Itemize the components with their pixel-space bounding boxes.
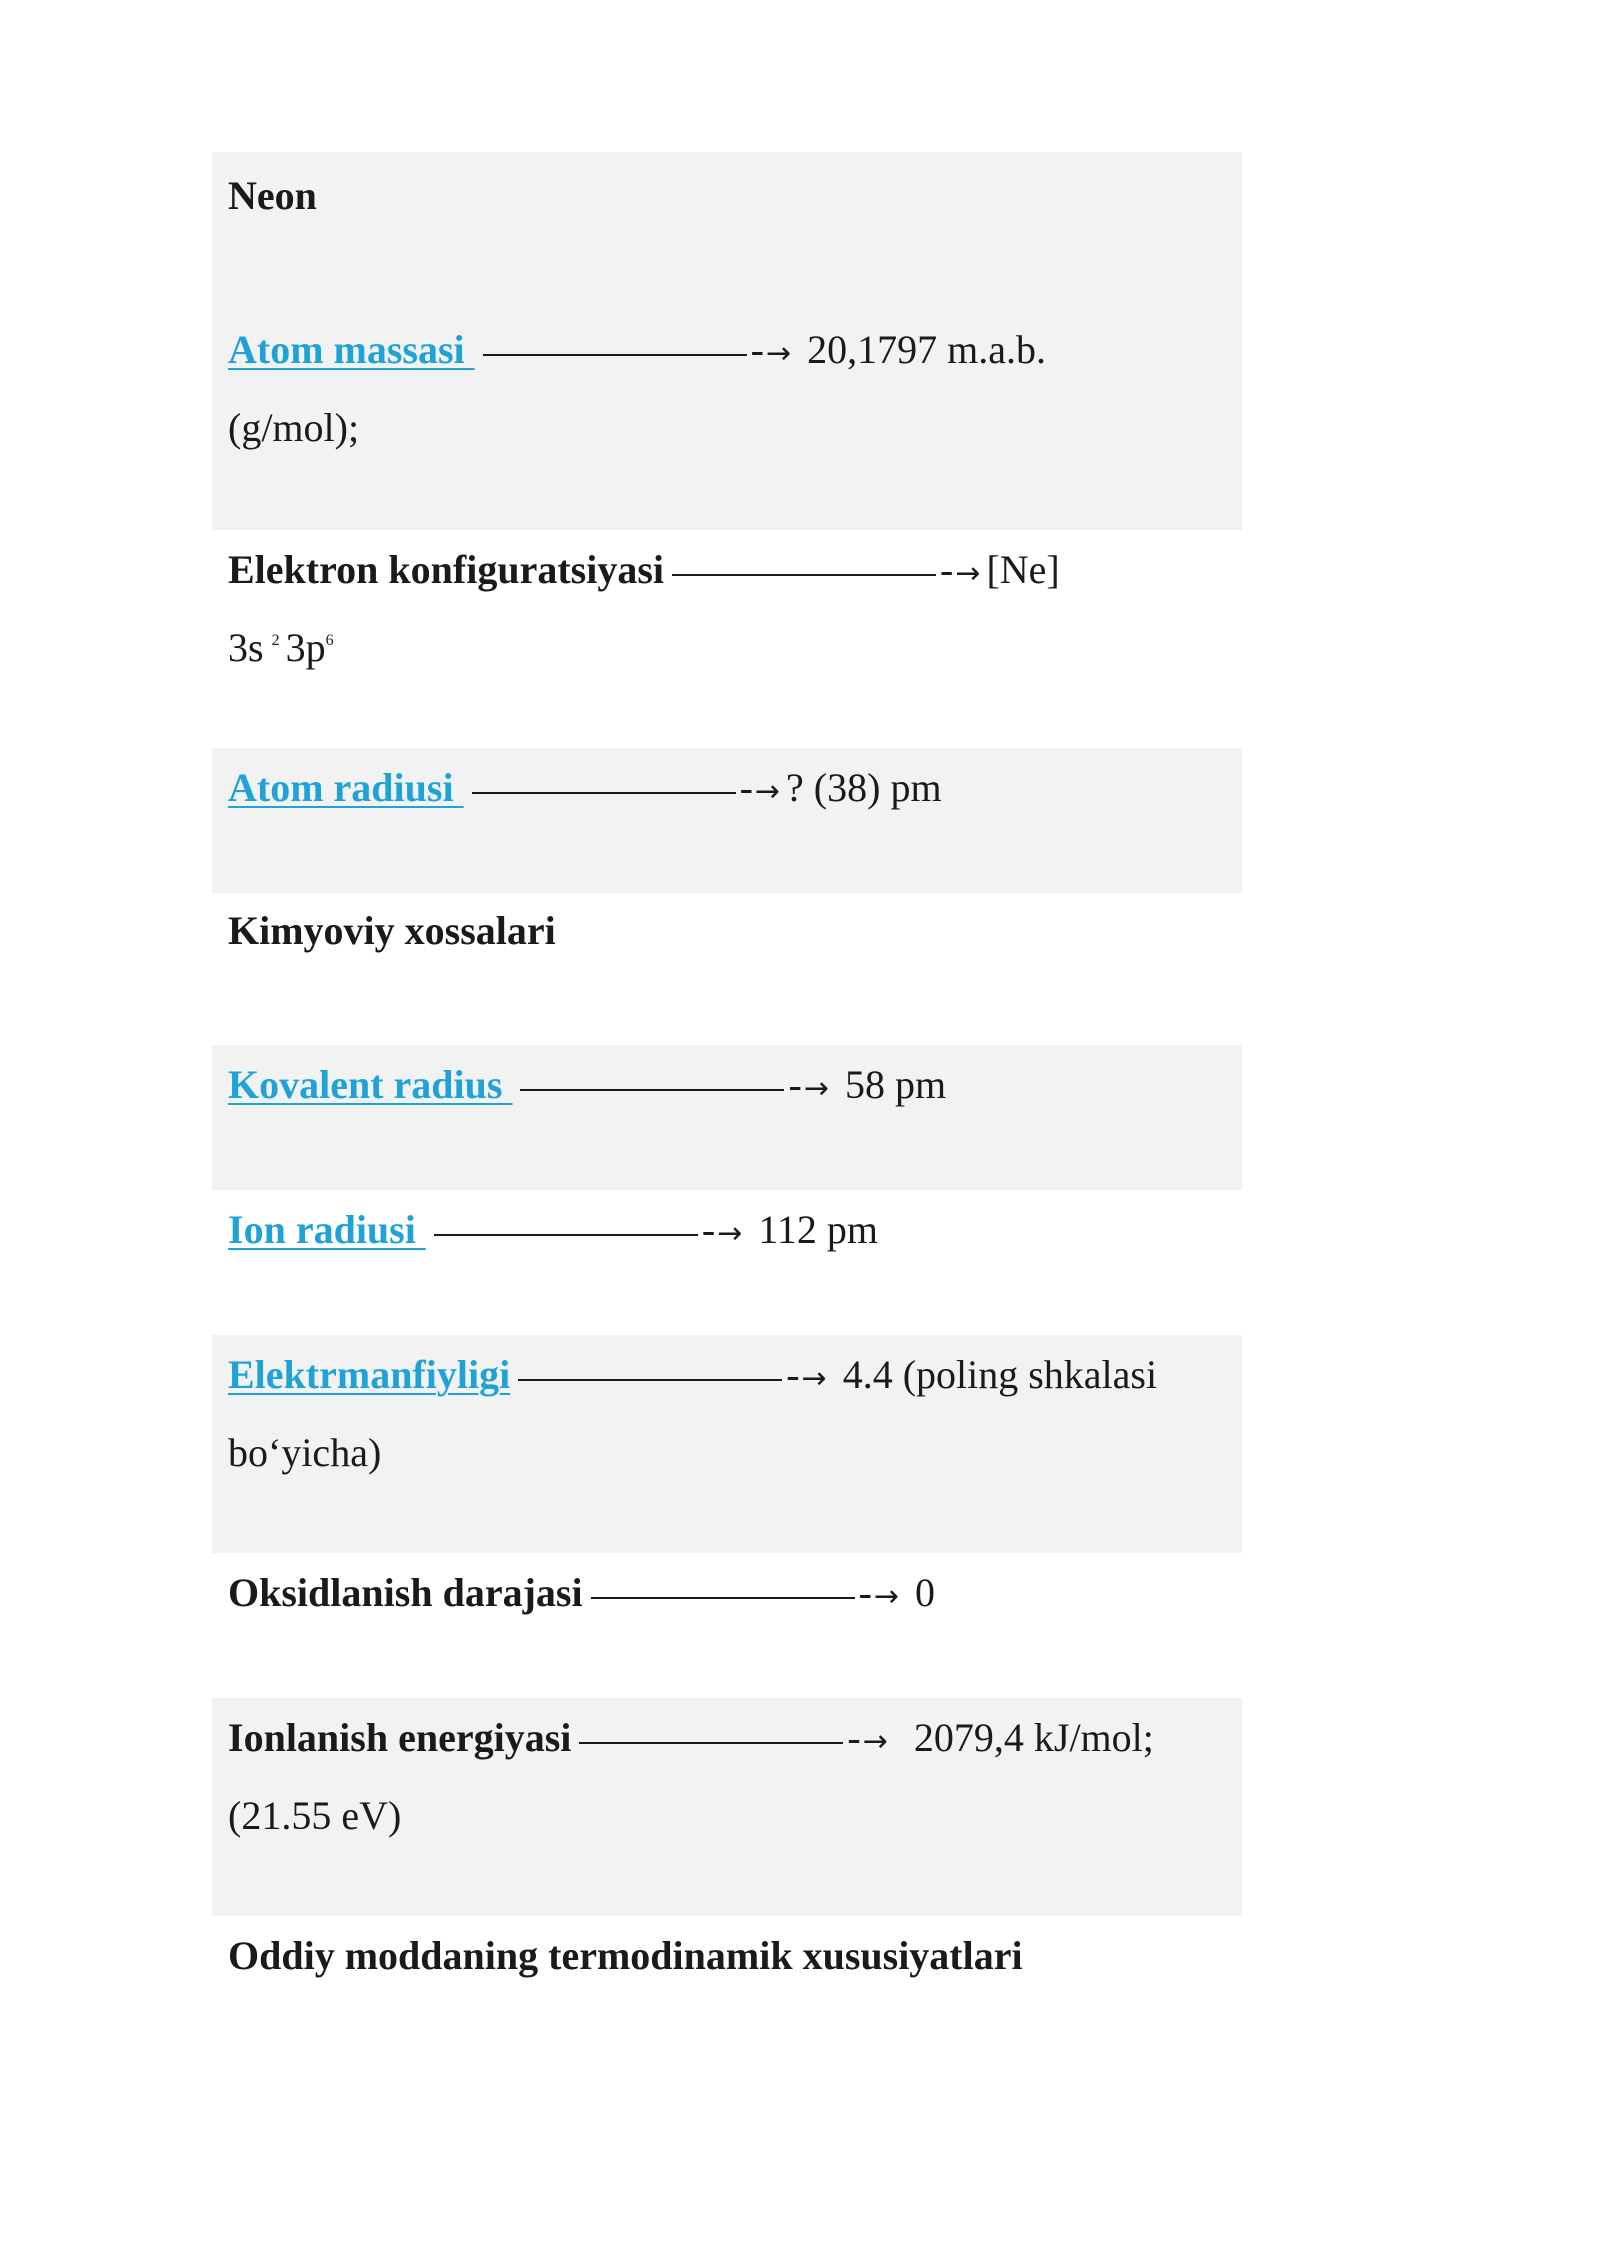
- arrow-icon: →: [873, 1579, 900, 1614]
- oxidation-state-label: Oksidlanish darajasi: [228, 1570, 583, 1615]
- leader-hyphen: -: [788, 1062, 802, 1107]
- covalent-radius-value: 58 pm: [834, 1062, 947, 1107]
- leader-hyphen: -: [858, 1570, 872, 1615]
- electron-config-label: Elektron konfiguratsiyasi: [228, 547, 664, 592]
- leader-line: [483, 354, 747, 356]
- ion-radius-link[interactable]: Ion radiusi: [228, 1207, 426, 1252]
- leader-line: [579, 1742, 843, 1744]
- orbital-p-exponent: 6: [325, 632, 334, 649]
- row-atom-radius: [212, 748, 1242, 893]
- arrow-icon: →: [801, 1361, 827, 1396]
- row-ion-radius: [212, 1190, 1242, 1335]
- atom-mass-link[interactable]: Atom massasi: [228, 327, 475, 372]
- arrow-icon: →: [754, 774, 781, 809]
- leader-line: [672, 574, 936, 576]
- leader-line: [518, 1379, 782, 1381]
- leader-hyphen: -: [786, 1352, 800, 1397]
- leader-line: [434, 1234, 698, 1236]
- electron-config-orbitals: [228, 611, 1226, 685]
- section-chemical-properties: [212, 893, 1242, 1045]
- row-oxidation-state: [212, 1553, 1242, 1698]
- electronegativity-scale: bo‘yicha): [228, 1430, 382, 1475]
- row-covalent-radius: [212, 1045, 1242, 1190]
- leader-hyphen: -: [940, 547, 954, 592]
- leader-hyphen: -: [739, 765, 753, 810]
- atom-radius-value: ? (38) pm: [786, 765, 942, 810]
- arrow-icon: →: [955, 556, 981, 591]
- atom-radius-link[interactable]: Atom radiusi: [228, 765, 464, 810]
- section-heading: Oddiy moddaning termodinamik xususiyatlari: [228, 1933, 1023, 1978]
- leader-hyphen: -: [847, 1715, 861, 1760]
- ionization-energy-label: Ionlanish energiyasi: [228, 1715, 572, 1760]
- electronegativity-value: 4.4 (poling shkalasi: [832, 1352, 1158, 1397]
- electronegativity-link[interactable]: Elektrmanfiyligi: [228, 1352, 511, 1397]
- row-atom-mass: [212, 312, 1242, 530]
- document-title: Neon: [228, 173, 317, 218]
- electron-config-value: [Ne]: [986, 547, 1060, 592]
- leader-hyphen: -: [750, 327, 764, 372]
- section-thermodynamic-properties: [212, 1916, 1242, 2074]
- atom-mass-value: 20,1797 m.a.b.: [797, 327, 1047, 372]
- leader-hyphen: -: [701, 1207, 716, 1252]
- row-electron-config: [212, 530, 1242, 748]
- ionization-energy-ev: (21.55 eV): [228, 1793, 402, 1838]
- ionization-energy-value: 2079,4 kJ/mol;: [893, 1715, 1154, 1760]
- leader-line: [520, 1089, 784, 1091]
- row-ionization-energy: [212, 1698, 1242, 1916]
- covalent-radius-link[interactable]: Kovalent radius: [228, 1062, 513, 1107]
- ion-radius-value: 112 pm: [748, 1207, 878, 1252]
- leader-line: [472, 792, 736, 794]
- section-heading: Kimyoviy xossalari: [228, 908, 556, 953]
- orbital-s: 3s: [228, 625, 264, 670]
- oxidation-state-value: 0: [905, 1570, 936, 1615]
- arrow-icon: →: [803, 1071, 829, 1106]
- arrow-icon: →: [717, 1216, 743, 1251]
- arrow-icon: →: [862, 1724, 888, 1759]
- orbital-p: 3p: [285, 625, 326, 670]
- orbital-s-exponent: 2: [271, 632, 280, 649]
- arrow-icon: →: [766, 336, 792, 371]
- row-electronegativity: [212, 1335, 1242, 1553]
- title-row: [212, 152, 1242, 312]
- atom-mass-unit: (g/mol);: [228, 405, 360, 450]
- leader-line: [591, 1597, 855, 1599]
